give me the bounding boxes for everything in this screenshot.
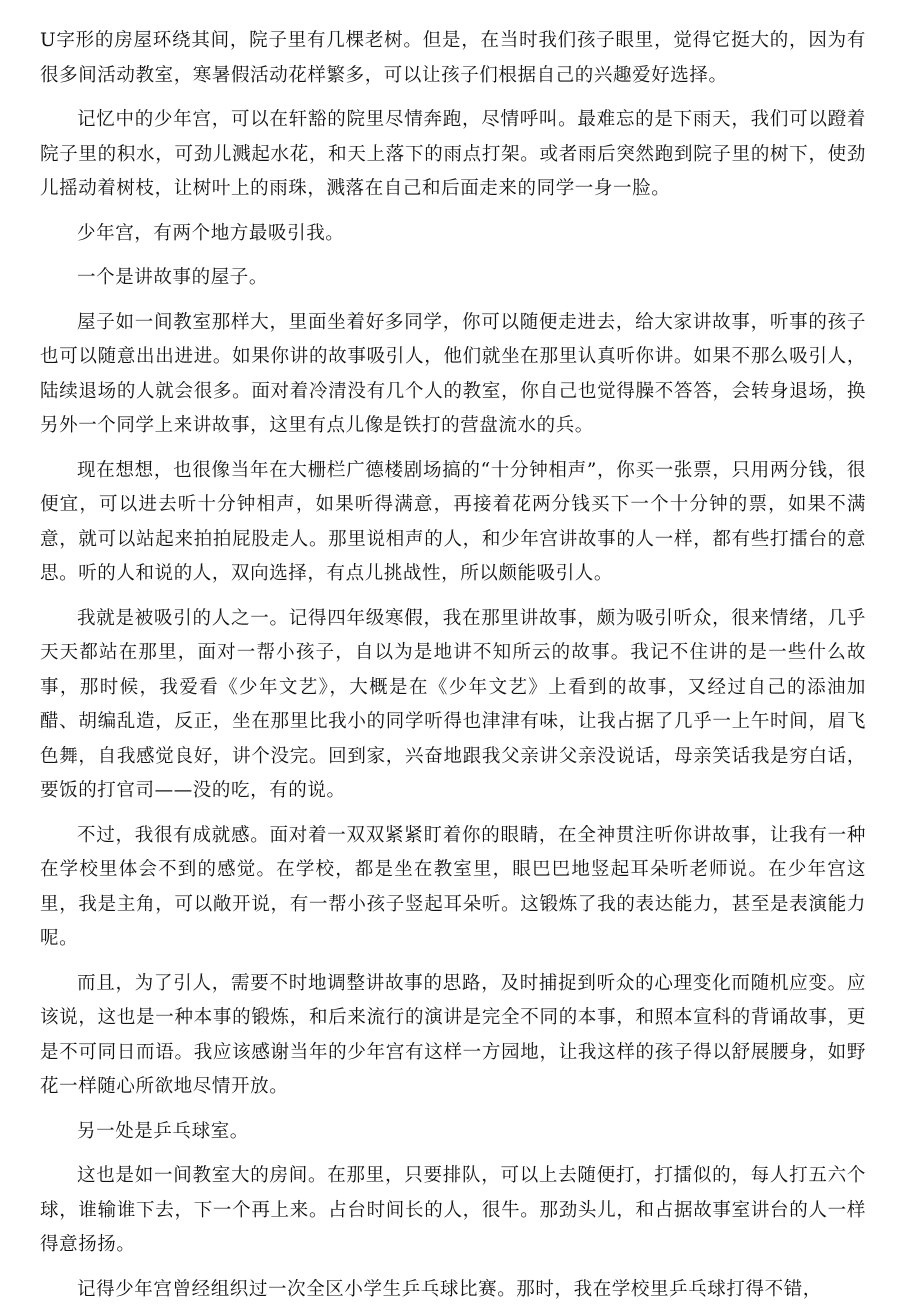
- paragraph-9: 而且，为了引人，需要不时地调整讲故事的思路，及时捕捉到听众的心理变化而随机应变。应该说，这也是一种本事的锻炼，和后来流行的演讲是完全不同的本事，和照本宣科的背诵故事，更是不可同日而语。我应该感谢当年的少年宫有这样一方园地，让我这样的孩子得以舒展腰身，如野花一样随心所欲地尽情开放。: [40, 967, 866, 1105]
- paragraph-12: 记得少年宫曾经组织过一次全区小学生乒乓球比赛。那时，我在学校里乒乓球打得不错，: [40, 1273, 866, 1307]
- paragraph-3: 少年宫，有两个地方最吸引我。: [40, 217, 866, 252]
- paragraph-6: 现在想想，也很像当年在大栅栏广德楼剧场搞的“十分钟相声”，你买一张票，只用两分钱，很便宜，可以进去听十分钟相声，如果听得满意，再接着花两分钱买下一个十分钟的票，如果不满意，就可以站起来拍拍屁股走人。那里说相声的人，和少年宫讲故事的人一样，都有些打擂台的意思。听的人和说的人，双向选择，有点儿挑战性，所以颇能吸引人。: [40, 454, 866, 592]
- paragraph-11: 这也是如一间教室大的房间。在那里，只要排队，可以上去随便打，打擂似的，每人打五六个球，谁输谁下去，下一个再上来。占台时间长的人，很牛。那劲头儿，和占据故事室讲台的人一样得意扬扬。: [40, 1159, 866, 1263]
- paragraph-10: 另一处是乒乓球室。: [40, 1115, 866, 1150]
- paragraph-7: 我就是被吸引的人之一。记得四年级寒假，我在那里讲故事，颇为吸引听众，很来情绪，几乎天天都站在那里，面对一帮小孩子，自以为是地讲不知所云的故事。我记不住讲的是一些什么故事，那时候，我爱看《少年文艺》，大概是在《少年文艺》上看到的故事，又经过自己的添油加醋、胡编乱造，反正，坐在那里比我小的同学听得也津津有味，让我占据了几乎一上午时间，眉飞色舞，自我感觉良好，讲个没完。回到家，兴奋地跟我父亲讲父亲没说话，母亲笑话我是穷白话，要饭的打官司——没的吃，有的说。: [40, 602, 866, 809]
- paragraph-2: 记忆中的少年宫，可以在轩豁的院里尽情奔跑，尽情呼叫。最难忘的是下雨天，我们可以蹬着院子里的积水，可劲儿溅起水花，和天上落下的雨点打架。或者雨后突然跑到院子里的树下，使劲儿摇动着树枝，让树叶上的雨珠，溅落在自己和后面走来的同学一身一脸。: [40, 103, 866, 207]
- paragraph-5: 屋子如一间教室那样大，里面坐着好多同学，你可以随便走进去，给大家讲故事，听事的孩子也可以随意出出进进。如果你讲的故事吸引人，他们就坐在那里认真听你讲。如果不那么吸引人，陆续退场的人就会很多。面对着冷清没有几个人的教室，你自己也觉得臊不答答，会转身退场，换另外一个同学上来讲故事，这里有点儿像是铁打的营盘流水的兵。: [40, 306, 866, 444]
- paragraph-8: 不过，我很有成就感。面对着一双双紧紧盯着你的眼睛，在全神贯注听你讲故事，让我有一种在学校里体会不到的感觉。在学校，都是坐在教室里，眼巴巴地竖起耳朵听老师说。在少年宫这里，我是主角，可以敞开说，有一帮小孩子竖起耳朵听。这锻炼了我的表达能力，甚至是表演能力呢。: [40, 819, 866, 957]
- paragraph-1: U字形的房屋环绕其间，院子里有几棵老树。但是，在当时我们孩子眼里，觉得它挺大的，因为有很多间活动教室，寒暑假活动花样繁多，可以让孩子们根据自己的兴趣爱好选择。: [40, 24, 866, 93]
- paragraph-4: 一个是讲故事的屋子。: [40, 261, 866, 296]
